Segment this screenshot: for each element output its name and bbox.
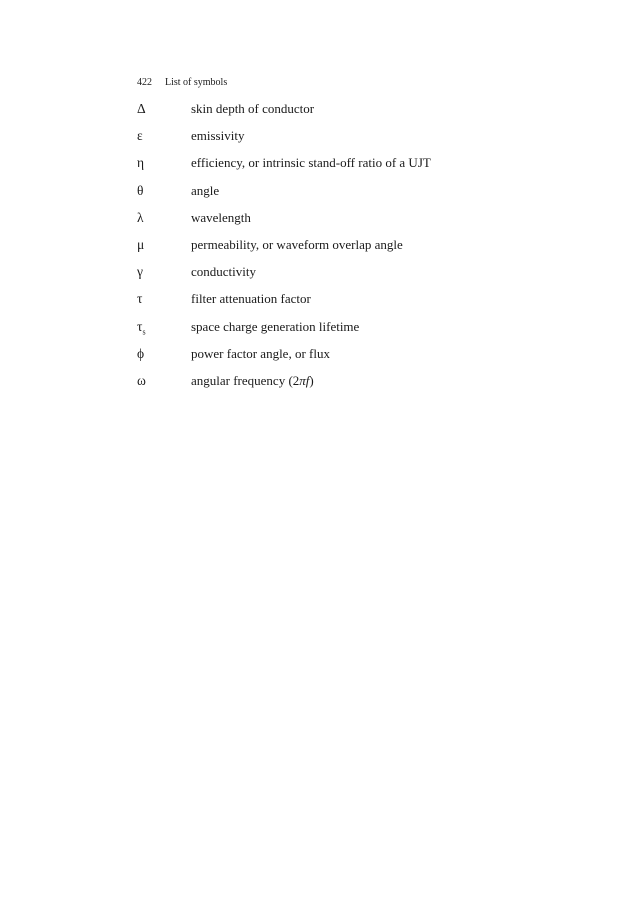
symbol: ω (137, 372, 146, 388)
symbol-description: angle (191, 182, 220, 198)
symbol: θ (137, 182, 144, 198)
description-formula: πf (299, 372, 310, 388)
symbol-description: permeability, or waveform overlap angle (191, 236, 403, 252)
symbol: η (137, 155, 145, 171)
symbol-description: skin depth of conductor (191, 101, 315, 116)
description-text-end: ) (309, 372, 314, 388)
symbol: Δ (137, 101, 146, 116)
running-title: List of symbols (165, 77, 228, 88)
symbol: γ (137, 264, 143, 280)
symbol-row-tau-s (137, 319, 597, 346)
symbol-row-gamma (137, 264, 597, 291)
symbol-list (137, 101, 597, 400)
symbol-description: wavelength (191, 209, 251, 225)
symbol-row-mu (137, 237, 597, 264)
symbol-description: efficiency, or intrinsic stand-off ratio of a UJT (191, 155, 431, 171)
symbol-description: space charge generation lifetime (191, 318, 360, 334)
symbol: λ (137, 209, 144, 225)
symbol-row-lambda (137, 210, 597, 237)
symbol-row-delta (137, 101, 597, 128)
symbol-subscript: s (142, 327, 146, 337)
symbol-row-theta (137, 183, 597, 210)
symbol-row-eta (137, 155, 597, 182)
symbol-description: conductivity (191, 264, 256, 280)
symbol-description: emissivity (191, 128, 245, 144)
symbol: τ (137, 291, 143, 307)
symbol-base: τ (137, 318, 143, 334)
symbol (137, 319, 191, 335)
symbol-description: filter attenuation factor (191, 291, 311, 307)
running-head (137, 77, 227, 89)
symbol-description (191, 373, 597, 389)
symbol: μ (137, 236, 145, 252)
symbol: ϕ (137, 345, 145, 361)
symbol-row-omega (137, 373, 597, 400)
description-text: angular frequency (2 (191, 372, 300, 388)
page-number: 422 (137, 77, 152, 88)
symbol-description: power factor angle, or flux (191, 345, 330, 361)
symbol-row-epsilon (137, 128, 597, 155)
symbol: ε (137, 128, 143, 144)
symbol-row-phi (137, 346, 597, 373)
symbol-row-tau (137, 291, 597, 318)
